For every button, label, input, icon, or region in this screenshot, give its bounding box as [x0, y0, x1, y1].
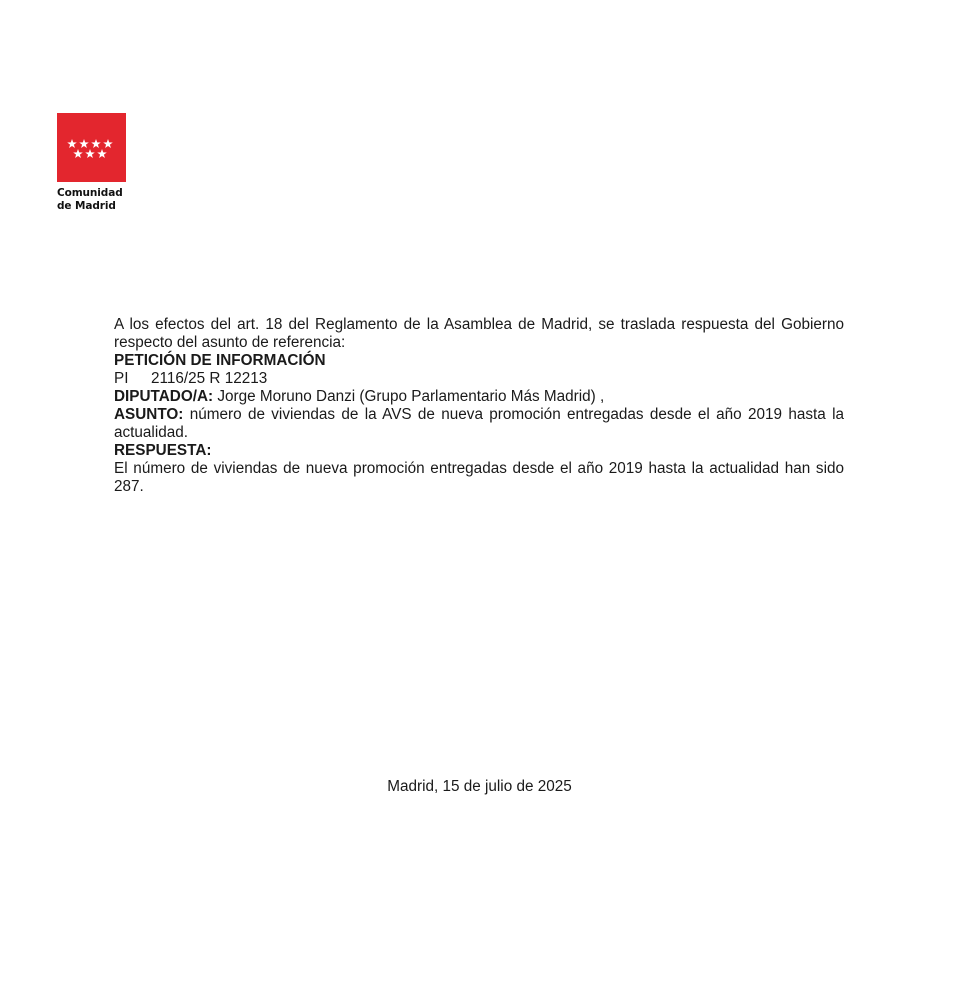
reference-type: PI [114, 370, 129, 387]
logo-text [57, 187, 127, 213]
logo-text-line2: de Madrid [57, 200, 116, 212]
document-date: Madrid, 15 de julio de 2025 [387, 778, 572, 795]
deputy-line [114, 388, 844, 406]
stars-icon [57, 113, 126, 182]
request-heading: PETICIÓN DE INFORMACIÓN [114, 352, 326, 369]
response-heading: RESPUESTA: [114, 442, 212, 459]
reference-line [114, 370, 844, 388]
subject-value: número de viviendas de la AVS de nueva promoción entregadas desde el año 2019 hasta la actualidad. [114, 406, 845, 441]
logo-text-line1: Comunidad [57, 187, 123, 199]
subject-line [114, 406, 844, 442]
intro-paragraph: A los efectos del art. 18 del Reglamento de la Asamblea de Madrid, se traslada respuesta del Gobierno respecto del asunto de referencia: [114, 316, 844, 351]
reference-number: 2116/25 R 12213 [151, 370, 268, 387]
document-body [114, 316, 844, 496]
deputy-label: DIPUTADO/A: [114, 388, 214, 405]
response-text: El número de viviendas de nueva promoción entregadas desde el año 2019 hasta la actualidad han sido 287. [114, 460, 844, 495]
comunidad-de-madrid-logo [57, 113, 127, 213]
deputy-value: Jorge Moruno Danzi (Grupo Parlamentario Más Madrid) , [217, 388, 605, 405]
madrid-stars-flag-icon [57, 113, 126, 182]
subject-label: ASUNTO: [114, 406, 184, 423]
